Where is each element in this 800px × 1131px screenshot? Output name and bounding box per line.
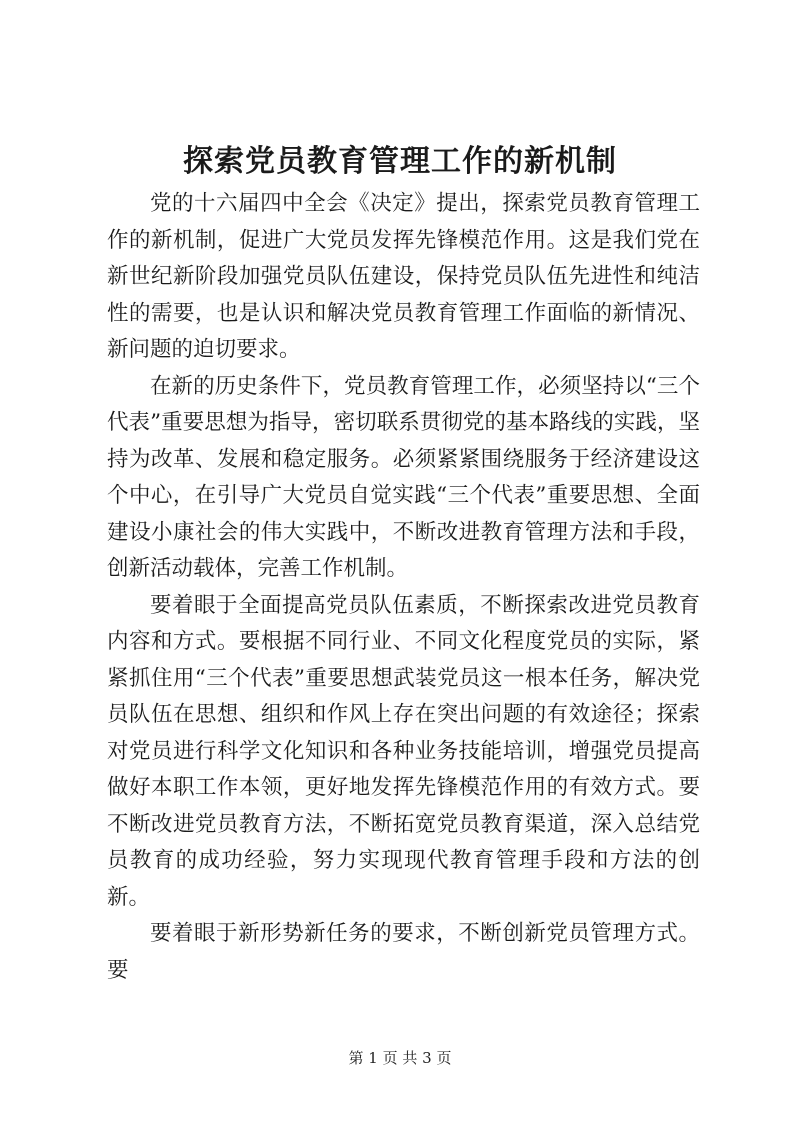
page-footer: 第 1 页 共 3 页 [348, 1049, 452, 1067]
paragraph-3: 要着眼于全面提高党员队伍素质，不断探索改进党员教育内容和方式。要根据不同行业、不同文化程度党员的实际，紧紧抓住用“三个代表”重要思想武装党员这一根本任务，解决党员队伍在思想、组织和作风上存在突出问题的有效途径；探索对党员进行科学文化知识和各种业务技能培训，增强党员提高做好本职工作本领，更好地发挥先锋模范作用的有效方式。要不断改进党员教育方法，不断拓宽党员教育渠道，深入总结党员教育的成功经验，努力实现现代教育管理手段和方法的创新。 [107, 592, 700, 910]
paragraph-1: 党的十六届四中全会《决定》提出，探索党员教育管理工作的新机制，促进广大党员发挥先锋模范作用。这是我们党在新世纪新阶段加强党员队伍建设，保持党员队伍先进性和纯洁性的需要，也是认识和解决党员教育管理工作面临的新情况、新问题的迫切要求。 [107, 191, 700, 362]
document-body [107, 186, 700, 989]
paragraph-2: 在新的历史条件下，党员教育管理工作，必须坚持以“三个代表”重要思想为指导，密切联系贯彻党的基本路线的实践，坚持为改革、发展和稳定服务。必须紧紧围绕服务于经济建设这个中心，在引导广大党员自觉实践“三个代表”重要思想、全面建设小康社会的伟大实践中，不断改进教育管理方法和手段，创新活动载体，完善工作机制。 [107, 373, 700, 581]
paragraph-4: 要着眼于新形势新任务的要求，不断创新党员管理方式。要 [107, 921, 700, 983]
document-title: 探索党员教育管理工作的新机制 [183, 144, 617, 179]
